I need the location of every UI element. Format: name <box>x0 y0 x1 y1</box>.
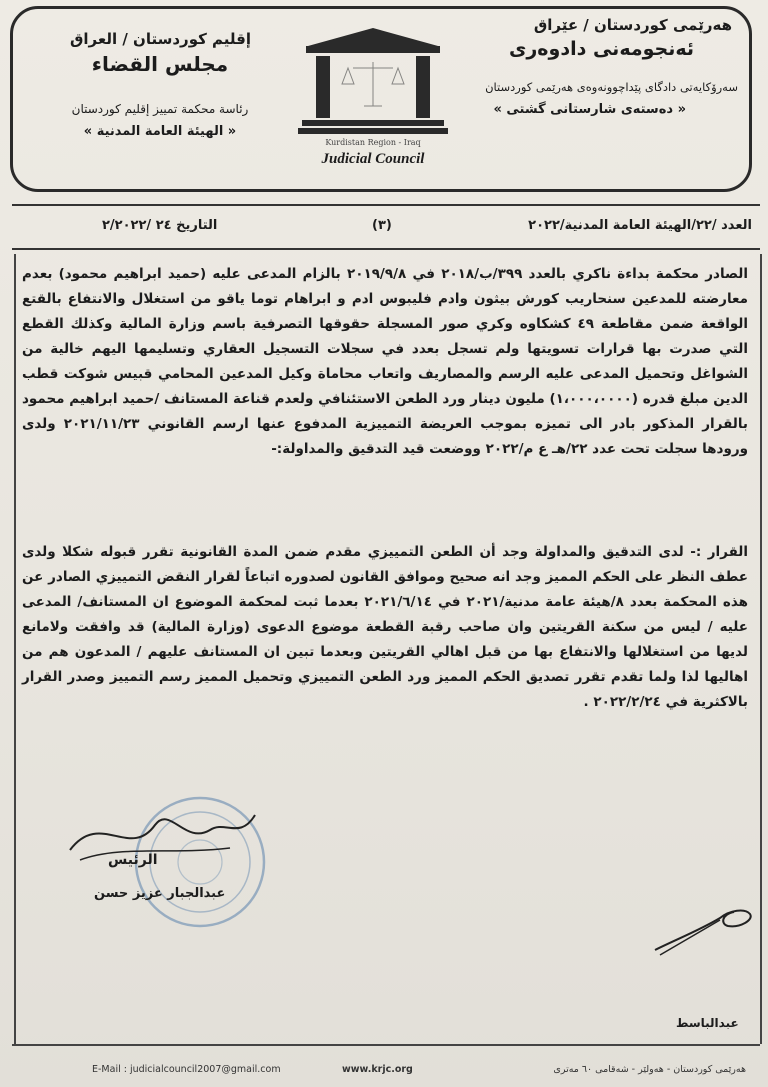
secondary-signature-icon <box>650 900 760 960</box>
footer-address: هەرێمی كوردستان - هەولێر - شەقامی ٦٠ مەتری <box>553 1064 746 1075</box>
kurdish-council-name: ئەنجومەنی دادوەری <box>508 38 694 60</box>
logo-title: Judicial Council <box>321 151 425 167</box>
signature-title: الرئيس <box>108 852 158 868</box>
judicial-council-logo <box>298 24 448 174</box>
arabic-panel-line: « الهيئة العامة المدنية » <box>83 124 237 139</box>
kurdish-court-line: سەرۆكایەتی دادگای پێداچوونەوەی هەرێمی كوردستان <box>485 80 738 94</box>
clerk-name: عبدالباسط <box>676 1016 739 1030</box>
letterhead-arabic <box>30 28 290 139</box>
reference-bar <box>12 204 760 250</box>
arabic-council-name: مجلس القضاء <box>91 52 229 76</box>
reference-date: التاريخ ٢٤ /٢/٢٠٢٢ <box>102 218 218 233</box>
courthouse-icon <box>298 24 448 136</box>
decision-paragraph: القرار :- لدى التدقيق والمداولة وجد أن الطعن التمييزي مقدم ضمن المدة القانونية تقرر قبوله شكلا ولدى عطف النظر على الحكم المميز وجد انه صحيح وموافق القانون لصدوره اتباعاً لقرار النقض التمييزي الصادر عن هذه المحكمة بعدد ٨/هيئة عامة مدنية/٢٠٢١ في ٢٠٢١/٦/١٤ بعدما ثبت لمحكمة الموضوع ان المستانف/ المدعى عليه / ليس من سكنة القريتين وان صاحب رقبة القطعة موضوع الدعوى (وزارة المالية) قد وافقت ولامانع لديها من استغلالها والانتفاع بها من قبل اهالي القريتين وبعدما تبين ان المستانف عليهم / المدعون هم من اهاليها لذا ولما تقدم تقرر تصديق الحكم المميز ورد الطعن التمييزي وتحميل المميز رسم التمييز وصدر القرار بالاكثرية في ٢٠٢٢/٢/٢٤ . <box>22 544 749 710</box>
kurdish-region-line: هەرێمی كوردستان / عێراق <box>533 16 732 34</box>
logo-subtitle: Kurdistan Region - Iraq <box>325 138 421 147</box>
letterhead-kurdish <box>442 14 742 117</box>
page-number: (٣) <box>372 218 392 233</box>
president-signature-icon <box>60 800 260 870</box>
reference-number: العدد /٢٢/الهيئة العامة المدنية/٢٠٢٢ <box>528 218 752 233</box>
arabic-court-line: رئاسة محكمة تمييز إقليم كوردستان <box>71 102 249 116</box>
footer-website: www.krjc.org <box>342 1064 413 1075</box>
case-summary-paragraph: الصادر محكمة بداءة ناكري بالعدد ٣٩٩/ب/٢٠١٨ في ٢٠١٩/٩/٨ بالزام المدعى عليه (حميد ابراهيم محمود) بعدم معارضته للمدعين سنحاريب كورش بيثون وادم فليبوس ادم و ابراهام توما ياقو من استغلال والانتفاع بالقتع الواقعة ضمن مقاطعة ٤٩ كشكاوه وكري صور المسجلة حقوقها التصرفية باسم وزارة المالية وكذلك القطع التي صدرت بها قرارات تسويتها ولم تسجل بعدد في سجلات التسجيل العقاري وتسليمها اليهم خالية من الشواغل وتحميل المدعى عليه الرسم والمصاريف واتعاب محاماة وكيل المدعين المحامي قبيس شوكت قطب الدين مبلغ قدره (١،٠٠٠،٠٠٠٠) مليون دينار ورد الطعن الاستئنافي ولعدم قناعة المستانف /حميد ابراهيم محمود بالقرار المذكور بادر الى تميزه بموجب العريضة التمييزية المدفوع عنها ارسم القانوني ٢٠٢١/١١/٢٣ ولدى ورودها سجلت تحت عدد ٢٢/هـ ع م/٢٠٢٢ ووضعت قيد التدقيق والمداولة:- <box>22 266 749 457</box>
kurdish-panel-line: « دەستەی شارستانی گشتی » <box>493 102 686 117</box>
arabic-region-line: إقليم كوردستان / العراق <box>70 30 252 48</box>
signature-name: عبدالجبار عزيز حسن <box>94 886 226 901</box>
footer-email: E-Mail : judicialcouncil2007@gmail.com <box>92 1064 281 1075</box>
letter-footer <box>12 1044 760 1080</box>
